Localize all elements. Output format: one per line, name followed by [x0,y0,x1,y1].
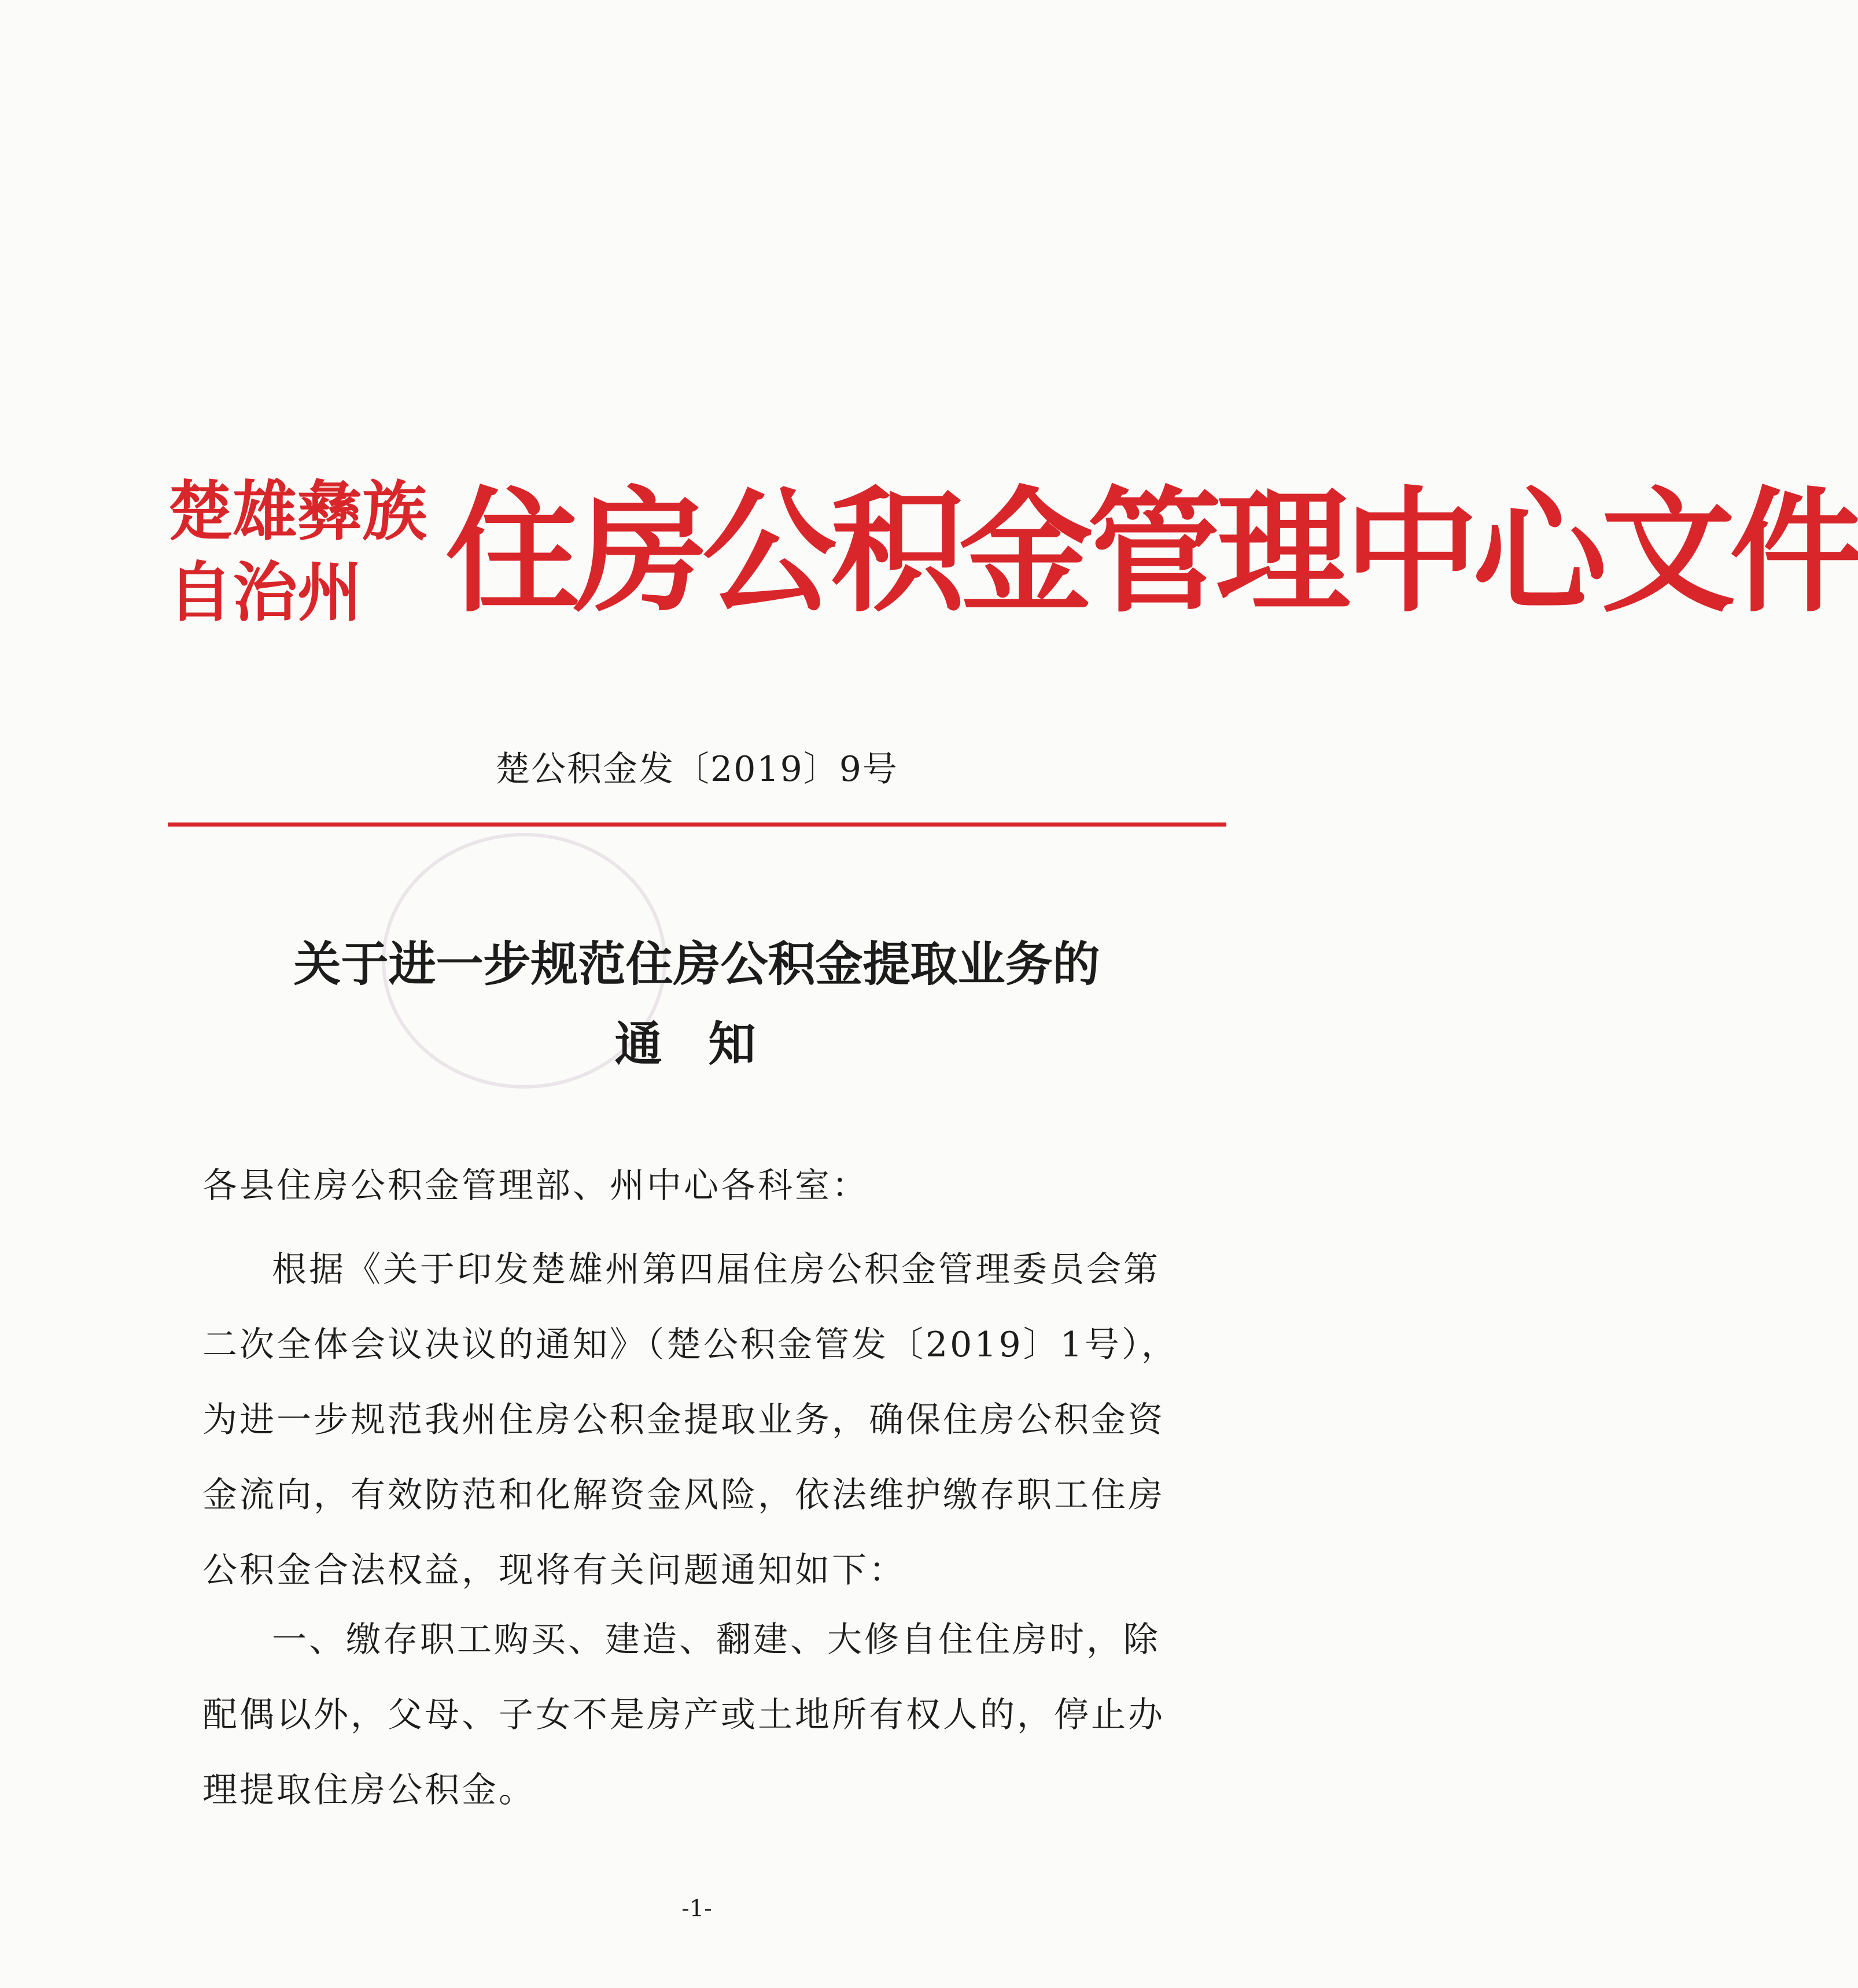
paragraph-2 [202,1602,1165,1828]
document-header [168,469,1858,636]
paragraph-line: 配偶以外，父母、子女不是房产或土地所有权人的，停止办 [202,1695,1165,1735]
org-prefix-line2: 自治州 [168,555,362,630]
paragraph-line: 理提取住房公积金。 [202,1770,536,1810]
org-prefix [168,469,434,636]
paragraph-line: 金流向，有效防范和化解资金风险，依法维护缴存职工住房 [202,1475,1165,1515]
paragraph-line: 公积金合法权益，现将有关问题通知如下： [202,1550,906,1591]
notice-title-line2: 通知 [614,1016,802,1072]
paragraph-line: 为进一步规范我州住房公积金提取业务，确保住房公积金资 [202,1400,1165,1440]
org-main-title: 住房公积金管理中心文件 [445,474,1858,630]
document-number: 楚公积金发〔2019〕9号 [495,749,898,790]
paragraph-line: 根据《关于印发楚雄州第四届住房公积金管理委员会第 [272,1249,1160,1290]
notice-title-line1: 关于进一步规范住房公积金提取业务的 [293,936,1100,992]
paragraph-1 [202,1232,1178,1608]
paragraph-line: 一、缴存职工购买、建造、翻建、大修自住住房时，除 [272,1620,1160,1660]
paragraph-line: 二次全体会议决议的通知》（楚公积金管发〔2019〕1号）， [202,1325,1178,1365]
page-number: -1- [681,1895,712,1922]
salutation: 各县住房公积金管理部、州中心各科室： [202,1165,869,1206]
org-prefix-line1: 楚雄彝族 [168,474,427,549]
red-separator-line [168,823,1226,827]
